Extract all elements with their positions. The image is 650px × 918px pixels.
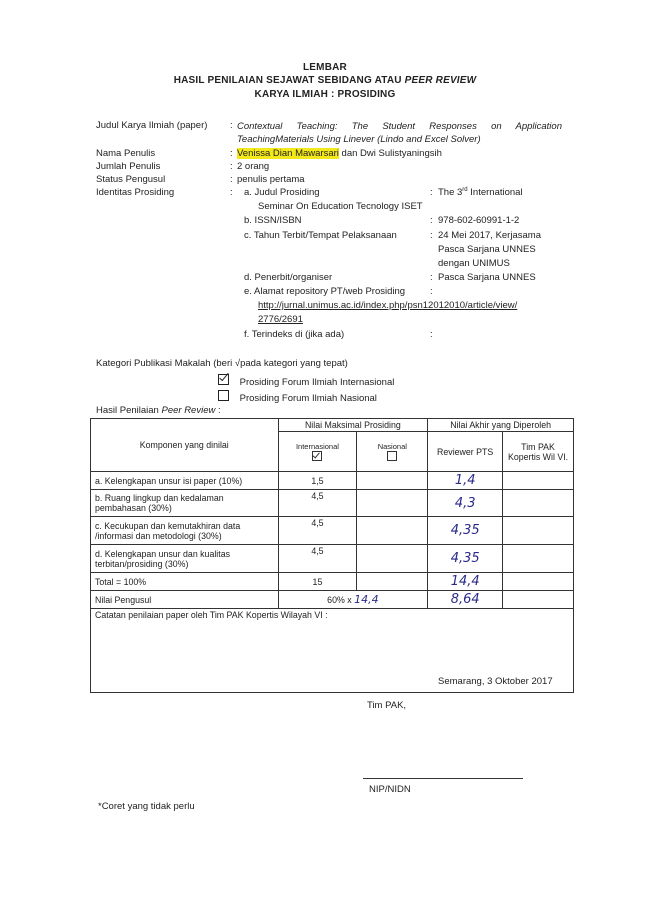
prosiding-b-sep: : xyxy=(430,215,433,226)
prosiding-a-value-line2: Seminar On Education Tecnology ISET xyxy=(258,201,423,212)
kategori-opt2[interactable] xyxy=(218,390,377,404)
prosiding-e-url-2[interactable]: 2776/2691 xyxy=(258,314,303,325)
row-timpak xyxy=(503,472,574,490)
table-row xyxy=(91,517,574,545)
prosiding-d-sep: : xyxy=(430,272,433,283)
table-row xyxy=(91,545,574,573)
footer-tim: Tim PAK, xyxy=(367,700,407,711)
header-internasional xyxy=(278,432,357,472)
prosiding-a-value-sup: rd xyxy=(462,187,468,193)
total-row xyxy=(91,573,574,591)
jumlah-label: Jumlah Penulis xyxy=(96,161,161,172)
row-timpak xyxy=(503,490,574,517)
penulis-value xyxy=(237,148,442,159)
header-line1: LEMBAR xyxy=(303,62,347,73)
prosiding-c-value-2: Pasca Sarjana UNNES xyxy=(438,244,536,255)
kategori-opt1[interactable] xyxy=(218,374,394,388)
row-label: d. Kelengkapan unsur dan kualitas terbitan/prosiding (30%) xyxy=(91,545,279,573)
prosiding-c-value-3: dengan UNIMUS xyxy=(438,258,510,269)
total-score: 14,4 xyxy=(428,573,503,591)
kategori-opt1-checkbox[interactable] xyxy=(218,374,229,385)
status-sep: : xyxy=(230,174,233,185)
header-line2-italic: PEER REVIEW xyxy=(404,75,477,86)
nilai-formula-hand: 14,4 xyxy=(354,593,379,606)
prosiding-b-value: 978-602-60991-1-2 xyxy=(438,215,520,226)
prosiding-a-value-pre: The 3 xyxy=(438,187,463,199)
header-reviewer: Reviewer PTS xyxy=(428,432,503,472)
kategori-opt2-label: Prosiding Forum Ilmiah Nasional xyxy=(239,393,377,404)
row-label: a. Kelengkapan unsur isi paper (10%) xyxy=(91,472,279,490)
penulis-label: Nama Penulis xyxy=(96,148,156,159)
header-nasional xyxy=(357,432,428,472)
prosiding-a-value xyxy=(438,187,523,198)
kategori-label: Kategori Publikasi Makalah (beri √pada kategori yang tepat) xyxy=(96,358,348,369)
penulis-rest: dan Dwi Sulistyaningsih xyxy=(338,148,442,159)
header-internasional-label: Internasional xyxy=(295,441,339,451)
prosiding-b-label: b. ISSN/ISBN xyxy=(244,215,302,226)
prosiding-c-label: c. Tahun Terbit/Tempat Pelaksanaan xyxy=(244,230,397,241)
row-timpak xyxy=(503,517,574,545)
status-label: Status Pengusul xyxy=(96,174,166,185)
header-komponen: Komponen yang dinilai xyxy=(91,419,279,472)
row-nasional xyxy=(357,490,428,517)
row-max: 4,5 xyxy=(278,490,357,517)
total-label: Total = 100% xyxy=(91,573,279,591)
footer-date: Semarang, 3 Oktober 2017 xyxy=(438,676,553,687)
judul-value: Contextual Teaching: The Student Responses on Application TeachingMaterials Using Linever (Lindo and Excel Solver) xyxy=(237,121,562,145)
prosiding-a-label: a. Judul Prosiding xyxy=(244,187,320,198)
row-timpak xyxy=(503,545,574,573)
prosiding-f-sep: : xyxy=(430,329,433,340)
nilai-row xyxy=(91,591,574,609)
row-label: b. Ruang lingkup dan kedalaman pembahasan (30%) xyxy=(91,490,279,517)
footer-note: *Coret yang tidak perlu xyxy=(98,801,195,812)
catatan: Catatan penilaian paper oleh Tim PAK Kopertis Wilayah VI : xyxy=(91,609,574,693)
nilai-formula xyxy=(278,591,428,609)
prosiding-d-value: Pasca Sarjana UNNES xyxy=(438,272,536,283)
judul-sep: : xyxy=(230,120,233,131)
judul-label: Judul Karya Ilmiah (paper) xyxy=(96,120,208,131)
prosiding-e-sep: : xyxy=(430,286,433,297)
header-line2-plain: HASIL PENILAIAN SEJAWAT SEBIDANG ATAU xyxy=(173,75,405,86)
header-nilai-akhir: Nilai Akhir yang Diperoleh xyxy=(428,419,574,432)
jumlah-sep: : xyxy=(230,161,233,172)
penulis-sep: : xyxy=(230,148,233,159)
jumlah-value: 2 orang xyxy=(237,161,270,172)
total-timpak xyxy=(503,573,574,591)
hasil-label-italic: Peer Review xyxy=(161,405,216,416)
prosiding-a-value-post: International xyxy=(467,187,523,199)
row-max: 4,5 xyxy=(278,545,357,573)
row-max: 4,5 xyxy=(278,517,357,545)
nilai-label: Nilai Pengusul xyxy=(91,591,279,609)
identitas-sep: : xyxy=(230,187,233,198)
prosiding-f-label: f. Terindeks di (jika ada) xyxy=(244,329,345,340)
total-max: 15 xyxy=(278,573,357,591)
header-nilai-maks: Nilai Maksimal Prosiding xyxy=(278,419,428,432)
row-score: 4,35 xyxy=(428,517,503,545)
total-nasional xyxy=(357,573,428,591)
table-row xyxy=(91,472,574,490)
header-line2 xyxy=(0,75,650,86)
nilai-timpak xyxy=(503,591,574,609)
row-nasional xyxy=(357,517,428,545)
row-nasional xyxy=(357,545,428,573)
prosiding-e-url-1[interactable]: http://jurnal.unimus.ac.id/index.php/psn12012010/article/view/ xyxy=(258,300,518,311)
score-table xyxy=(90,418,574,693)
prosiding-c-value-1: 24 Mei 2017, Kerjasama xyxy=(438,230,541,241)
row-max: 1,5 xyxy=(278,472,357,490)
row-score: 4,3 xyxy=(428,490,503,517)
signature-line xyxy=(363,778,523,779)
status-value: penulis pertama xyxy=(237,174,305,185)
nilai-formula-pre: 60% x xyxy=(327,595,355,605)
internasional-checkbox[interactable] xyxy=(312,451,322,461)
kategori-opt2-checkbox[interactable] xyxy=(218,390,229,401)
hasil-label-plain: Hasil Penilaian xyxy=(96,405,162,416)
prosiding-c-sep: : xyxy=(430,230,433,241)
identitas-label: Identitas Prosiding xyxy=(96,187,175,198)
row-label: c. Kecukupan dan kemutakhiran data /informasi dan metodologi (30%) xyxy=(91,517,279,545)
header-timpak: Tim PAK Kopertis Wil VI. xyxy=(503,432,574,472)
nilai-score: 8,64 xyxy=(428,591,503,609)
hasil-label xyxy=(96,405,221,416)
nasional-checkbox[interactable] xyxy=(387,451,397,461)
hasil-label-colon: : xyxy=(215,405,221,416)
prosiding-a-sep: : xyxy=(430,187,433,198)
prosiding-e-label: e. Alamat repository PT/web Prosiding xyxy=(244,286,406,297)
header-nasional-label: Nasional xyxy=(377,441,407,451)
header-line3: KARYA ILMIAH : PROSIDING xyxy=(254,89,396,100)
prosiding-d-label: d. Penerbit/organiser xyxy=(244,272,333,283)
footer-nip: NIP/NIDN xyxy=(369,784,411,795)
kategori-opt1-label: Prosiding Forum Ilmiah Internasional xyxy=(239,377,395,388)
row-score: 4,35 xyxy=(428,545,503,573)
row-score: 1,4 xyxy=(428,472,503,490)
penulis-highlight: Venissa Dian Mawarsari xyxy=(237,148,339,159)
table-row xyxy=(91,490,574,517)
row-nasional xyxy=(357,472,428,490)
